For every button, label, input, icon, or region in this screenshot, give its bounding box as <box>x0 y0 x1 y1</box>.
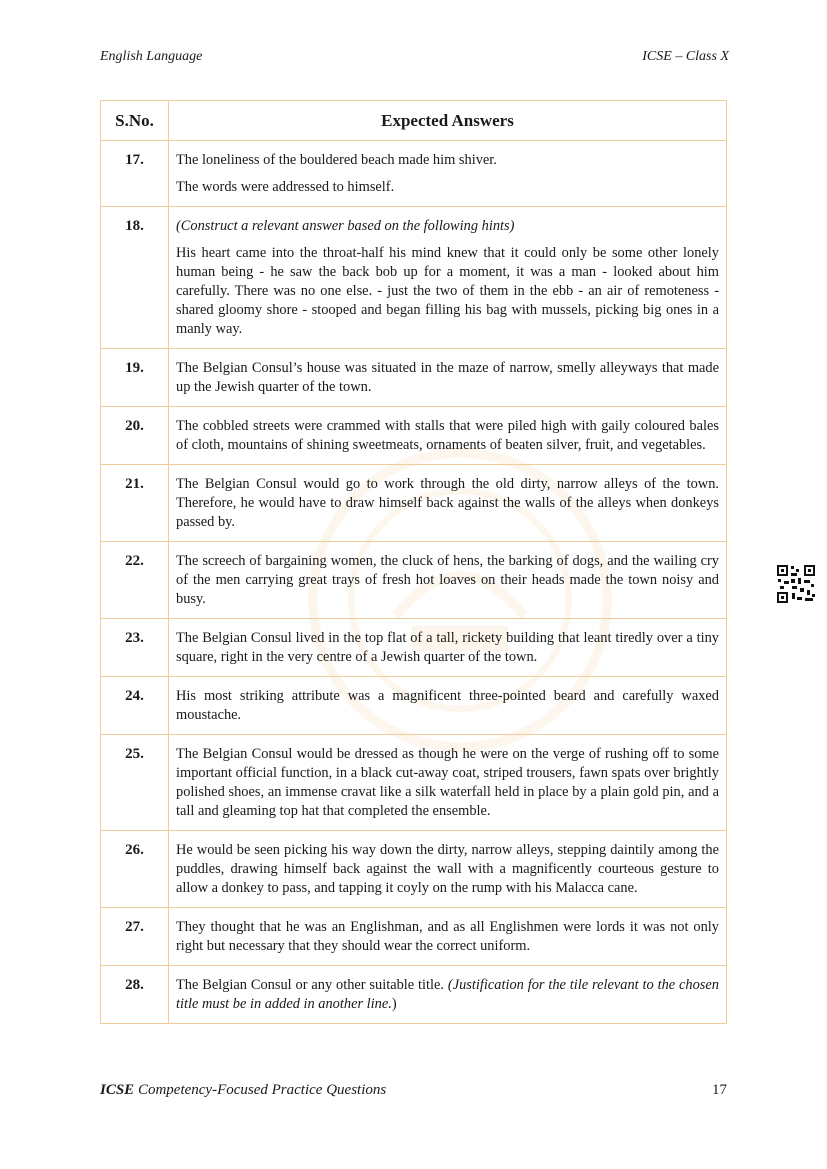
table-row <box>101 141 727 207</box>
answer-cell <box>169 908 727 966</box>
answer-text: His heart came into the throat-half his mind knew that it could only be some other lonely human being - he saw the back bob up for a moment, it was a man - looked about him carefully. There was no one else. - just the two of them in the ebb - an air of remoteness - shared gloomy shore - stooped and began filling his bag with mussels, picking big ones in a manly way. <box>176 245 719 337</box>
page-header-right: ICSE – Class X <box>642 49 729 64</box>
page-number: 17 <box>712 1082 727 1098</box>
table-row <box>101 542 727 619</box>
table-row <box>101 465 727 542</box>
answer-cell <box>169 141 727 207</box>
row-number: 22. <box>101 542 169 619</box>
answer-cell <box>169 465 727 542</box>
answer-text: The Belgian Consul would go to work through the old dirty, narrow alleys of the town. Therefore, he would have to draw himself back against the walls of the alleys when donkeys passed by. <box>176 476 719 530</box>
answer-text: The cobbled streets were crammed with stalls that were piled high with gaily coloured bales of cloth, mountains of shining sweetmeats, ornaments of beaten silver, fruit, and vegetables. <box>176 418 719 453</box>
answer-text: The loneliness of the bouldered beach made him shiver. <box>176 152 497 168</box>
answer-text: He would be seen picking his way down the dirty, narrow alleys, stepping daintily among the puddles, drawing himself back against the wall with a magnificently courteous gesture to allow a donkey to pass, and tapping it coyly on the rump with his Malacca cane. <box>176 842 719 896</box>
table-row <box>101 619 727 677</box>
answer-hint-note: (Construct a relevant answer based on the following hints) <box>176 218 515 234</box>
answers-table <box>100 100 727 1024</box>
row-number: 18. <box>101 207 169 349</box>
answer-text: The Belgian Consul lived in the top flat of a tall, rickety building that leant tiredly over a tiny square, right in the very centre of a Jewish quarter of the town. <box>176 630 719 665</box>
row-number: 25. <box>101 735 169 831</box>
qr-code-icon[interactable] <box>776 564 816 604</box>
answer-cell <box>169 831 727 908</box>
footer-brand: ICSE <box>100 1082 135 1098</box>
row-number: 28. <box>101 966 169 1024</box>
answer-cell <box>169 735 727 831</box>
answer-text: The Belgian Consul would be dressed as though he were on the verge of rushing off to some important official function, in a black cut-away coat, striped trousers, fawn spats over brightly polished shoes, an immense cravat like a silk waterfall held in place by a plain gold pin, and a tall and gleaming top hat that completed the ensemble. <box>176 746 719 819</box>
answer-text <box>176 976 719 1014</box>
answer-cell <box>169 966 727 1024</box>
answer-text: His most striking attribute was a magnificent three-pointed beard and carefully waxed moustache. <box>176 688 719 723</box>
answer-cell <box>169 619 727 677</box>
answer-justification-note: (Justification for the tile relevant to the chosen title must be in added in another line. <box>176 977 719 1012</box>
answer-text: The Belgian Consul’s house was situated in the maze of narrow, smelly alleyways that made up the Jewish quarter of the town. <box>176 360 719 395</box>
table-row <box>101 831 727 908</box>
row-number: 24. <box>101 677 169 735</box>
answer-text-main: The Belgian Consul or any other suitable title. <box>176 977 448 993</box>
table-row <box>101 407 727 465</box>
answer-cell <box>169 407 727 465</box>
row-number: 17. <box>101 141 169 207</box>
answer-cell <box>169 349 727 407</box>
table-row <box>101 966 727 1024</box>
answer-cell <box>169 542 727 619</box>
table-row <box>101 735 727 831</box>
table-row <box>101 908 727 966</box>
row-number: 19. <box>101 349 169 407</box>
row-number: 23. <box>101 619 169 677</box>
column-header-sno: S.No. <box>101 101 169 141</box>
answer-text: The words were addressed to himself. <box>176 179 395 195</box>
row-number: 20. <box>101 407 169 465</box>
answer-text-end: ) <box>391 996 397 1012</box>
footer-title-text: Competency-Focused Practice Questions <box>137 1082 387 1098</box>
row-number: 27. <box>101 908 169 966</box>
table-header-row <box>101 101 727 141</box>
table-row <box>101 349 727 407</box>
answer-cell <box>169 207 727 349</box>
answer-cell <box>169 677 727 735</box>
table-row <box>101 207 727 349</box>
page-header-left: English Language <box>100 49 203 64</box>
row-number: 26. <box>101 831 169 908</box>
row-number: 21. <box>101 465 169 542</box>
answer-text: They thought that he was an Englishman, and as all Englishmen were lords it was not only right but necessary that they should wear the correct uniform. <box>176 919 719 954</box>
footer-title <box>100 1082 386 1099</box>
table-row <box>101 677 727 735</box>
column-header-answers: Expected Answers <box>169 101 727 141</box>
answer-text: The screech of bargaining women, the cluck of hens, the barking of dogs, and the wailing cry of the men carrying great trays of fresh hot loaves on their heads made the town noisy and busy. <box>176 553 719 607</box>
